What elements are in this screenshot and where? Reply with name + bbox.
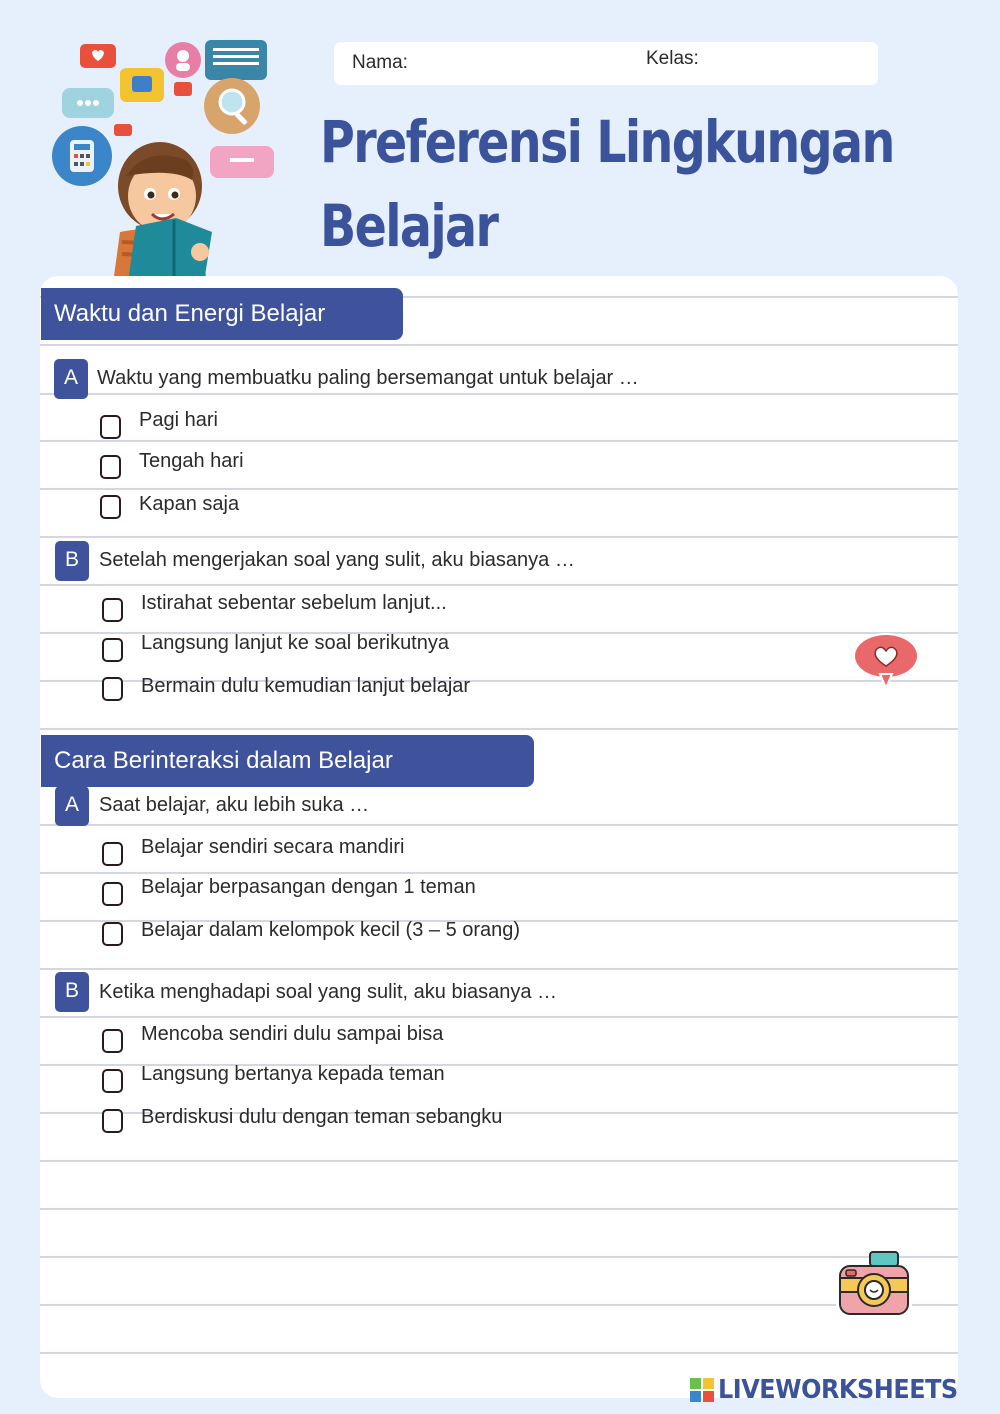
option-label: Belajar berpasangan dengan 1 teman: [141, 876, 476, 898]
option-checkbox[interactable]: [102, 1069, 123, 1093]
ruled-line: [40, 536, 958, 538]
option-checkbox[interactable]: [102, 922, 123, 946]
nama-label: Nama:: [352, 52, 408, 73]
option-checkbox[interactable]: [100, 415, 121, 439]
liveworksheets-logo-icon: [690, 1378, 714, 1402]
ruled-line: [40, 872, 958, 874]
page-title: [320, 100, 894, 268]
ruled-line: [40, 393, 958, 395]
option-label: Kapan saja: [139, 493, 240, 515]
option-label: Bermain dulu kemudian lanjut belajar: [141, 675, 471, 697]
liveworksheets-brand[interactable]: [690, 1372, 990, 1408]
option-checkbox[interactable]: [102, 842, 123, 866]
section-heading: Cara Berinteraksi dalam Belajar: [41, 735, 534, 787]
option-checkbox[interactable]: [102, 638, 123, 662]
ruled-line: [40, 1208, 958, 1210]
ruled-line: [40, 488, 958, 490]
question-letter-badge: A: [55, 786, 89, 826]
option-checkbox[interactable]: [100, 495, 121, 519]
option-label: Tengah hari: [139, 450, 244, 472]
option-checkbox[interactable]: [102, 1109, 123, 1133]
ruled-line: [40, 968, 958, 970]
ruled-line: [40, 1304, 958, 1306]
option-label: Langsung bertanya kepada teman: [141, 1063, 445, 1085]
heart-bubble-icon: [850, 630, 922, 694]
ruled-line: [40, 1256, 958, 1258]
ruled-line: [40, 584, 958, 586]
option-label: Mencoba sendiri dulu sampai bisa: [141, 1023, 444, 1045]
option-checkbox[interactable]: [102, 1029, 123, 1053]
worksheet-paper: [40, 276, 958, 1398]
option-checkbox[interactable]: [102, 598, 123, 622]
option-label: Belajar dalam kelompok kecil (3 – 5 orang): [141, 919, 521, 941]
option-label: Langsung lanjut ke soal berikutnya: [141, 632, 449, 654]
camera-icon: [832, 1248, 916, 1322]
option-label: Pagi hari: [139, 409, 218, 431]
ruled-line: [40, 824, 958, 826]
option-checkbox[interactable]: [102, 677, 123, 701]
question-text: Waktu yang membuatku paling bersemangat untuk belajar …: [97, 367, 639, 389]
option-checkbox[interactable]: [102, 882, 123, 906]
kelas-label: Kelas:: [646, 48, 699, 69]
option-checkbox[interactable]: [100, 455, 121, 479]
page-title-line-1: Preferensi Lingkungan: [320, 108, 894, 176]
brand-name: LIVEWORKSHEETS: [718, 1375, 958, 1405]
ruled-line: [40, 728, 958, 730]
ruled-line: [40, 1016, 958, 1018]
page-title-line-2: Belajar: [320, 192, 498, 260]
question-text: Setelah mengerjakan soal yang sulit, aku biasanya …: [99, 549, 575, 571]
question-letter-badge: A: [54, 359, 88, 399]
section-heading: Waktu dan Energi Belajar: [41, 288, 403, 340]
ruled-line: [40, 344, 958, 346]
question-text: Saat belajar, aku lebih suka …: [99, 794, 370, 816]
ruled-line: [40, 440, 958, 442]
question-letter-badge: B: [55, 972, 89, 1012]
option-label: Istirahat sebentar sebelum lanjut...: [141, 592, 447, 614]
question-letter-badge: B: [55, 541, 89, 581]
ruled-line: [40, 1160, 958, 1162]
boy-reading-illustration: [50, 36, 280, 276]
question-text: Ketika menghadapi soal yang sulit, aku biasanya …: [99, 981, 558, 1003]
option-label: Berdiskusi dulu dengan teman sebangku: [141, 1106, 503, 1128]
student-info-box: [334, 42, 878, 85]
ruled-line: [40, 1352, 958, 1354]
option-label: Belajar sendiri secara mandiri: [141, 836, 405, 858]
